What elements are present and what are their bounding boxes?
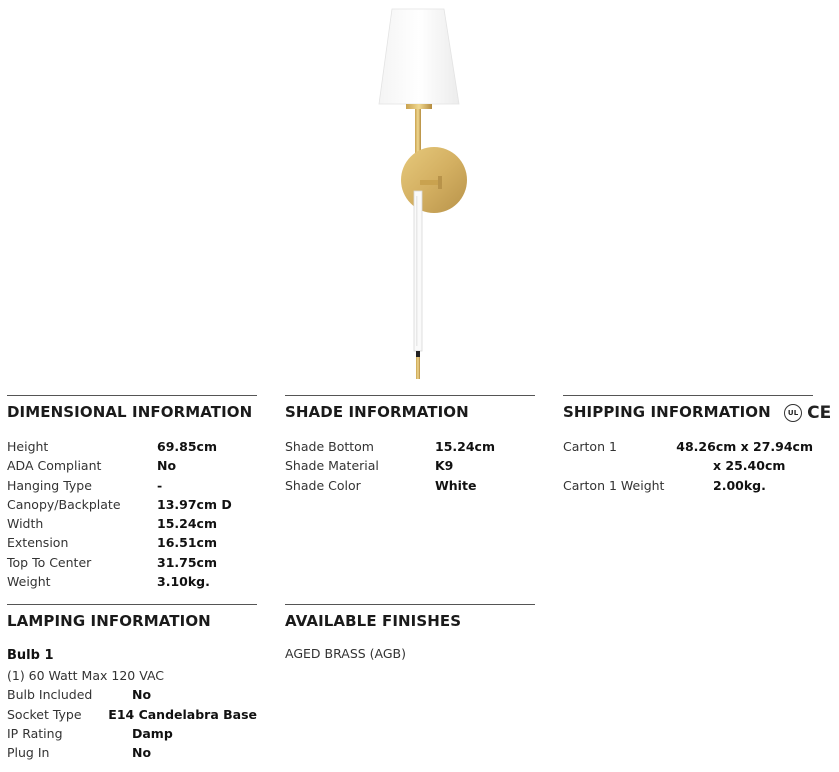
table-row (7, 724, 257, 743)
table-row (7, 533, 257, 552)
row-label: Carton 1 (563, 439, 617, 454)
table-row (563, 456, 813, 475)
ce-mark-icon: CE (807, 402, 832, 423)
shade-table (285, 437, 535, 495)
row-value: K9 (435, 458, 454, 474)
shade-section (285, 395, 535, 495)
row-value: E14 Candelabra Base (108, 706, 257, 722)
table-row (7, 743, 257, 762)
dimensional-title: DIMENSIONAL INFORMATION (7, 403, 253, 421)
row-label: Plug In (7, 745, 50, 761)
table-row (7, 437, 257, 456)
finish-item: AGED BRASS (AGB) (285, 646, 407, 661)
bulb-description: (1) 60 Watt Max 120 VAC (7, 668, 165, 683)
row-value: No (157, 458, 177, 474)
row-label: Width (7, 516, 44, 532)
divider (563, 395, 813, 396)
shipping-section (563, 395, 832, 495)
shipping-heading (563, 402, 832, 423)
row-value: x 25.40cm (713, 458, 786, 474)
dimensional-table (7, 437, 257, 591)
finishes-title: AVAILABLE FINISHES (285, 612, 462, 630)
table-row (7, 495, 257, 514)
row-value: 3.10kg. (157, 574, 210, 590)
shipping-table (563, 437, 813, 495)
row-label: ADA Compliant (7, 458, 102, 474)
certification-marks (784, 404, 831, 422)
ul-mark-text: UL (787, 408, 799, 417)
row-value: 69.85cm (157, 439, 217, 454)
row-label: Extension (7, 535, 69, 551)
divider (7, 395, 257, 396)
row-value: White (435, 477, 477, 493)
row-label: Height (7, 439, 49, 454)
table-row (7, 685, 257, 704)
lamping-title: LAMPING INFORMATION (7, 612, 211, 630)
shipping-title: SHIPPING INFORMATION (563, 403, 771, 421)
dimensional-section (7, 395, 257, 591)
table-row (7, 553, 257, 572)
row-label: Bulb Included (7, 687, 93, 703)
table-row (563, 476, 813, 495)
table-row (7, 514, 257, 533)
row-label: Canopy/Backplate (7, 496, 121, 512)
table-row (7, 572, 257, 591)
finishes-section (285, 604, 535, 661)
row-value: No (132, 745, 152, 761)
table-row (563, 437, 813, 456)
table-row (7, 456, 257, 475)
row-value: No (132, 687, 152, 703)
row-label: Shade Material (285, 458, 379, 474)
row-value: 15.24cm (157, 516, 217, 532)
row-label: Shade Color (285, 477, 361, 493)
row-value: 16.51cm (157, 535, 217, 551)
lamping-section (7, 604, 257, 762)
row-value: Damp (132, 725, 173, 741)
row-label (563, 456, 713, 475)
lamping-table (7, 685, 257, 762)
table-row (285, 476, 535, 495)
table-row (285, 437, 535, 456)
divider (285, 395, 535, 396)
row-label: IP Rating (7, 725, 63, 741)
table-row (285, 456, 535, 475)
ul-listed-icon (784, 404, 802, 422)
row-label: Hanging Type (7, 477, 92, 493)
table-row (7, 705, 257, 724)
row-label: Top To Center (7, 554, 92, 570)
row-value: 31.75cm (157, 554, 217, 570)
divider (7, 604, 257, 605)
row-label: Shade Bottom (285, 439, 374, 454)
finishes-list (285, 646, 535, 661)
row-value: 13.97cm D (157, 496, 232, 512)
row-value: 2.00kg. (713, 477, 766, 493)
row-value: 48.26cm x 27.94cm (676, 439, 813, 454)
divider (285, 604, 535, 605)
row-label: Socket Type (7, 706, 82, 722)
bulb-title: Bulb 1 (7, 648, 54, 663)
row-label: Weight (7, 574, 51, 590)
row-label: Carton 1 Weight (563, 477, 665, 493)
table-row (7, 476, 257, 495)
row-value: - (157, 477, 163, 493)
shade-title: SHADE INFORMATION (285, 403, 469, 421)
row-value: 15.24cm (435, 439, 495, 454)
product-image (370, 6, 480, 382)
